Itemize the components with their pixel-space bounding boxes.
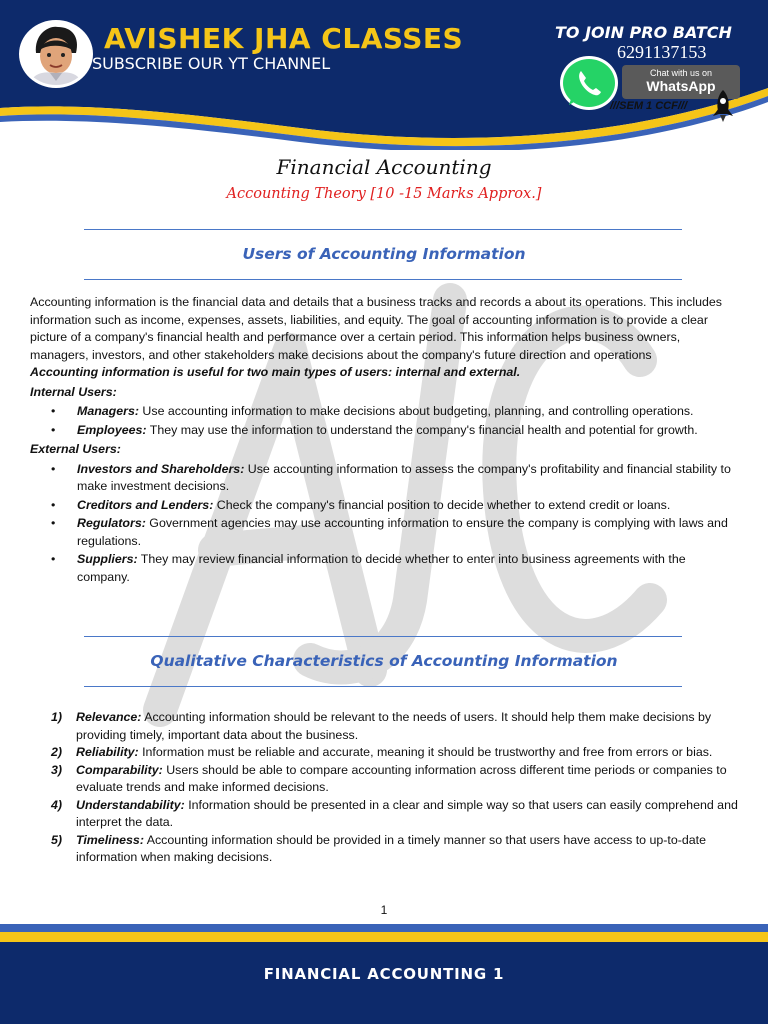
list-item-term: Relevance: <box>76 710 142 724</box>
list-item-term: Understandability: <box>76 797 185 812</box>
list-item: • Employees: They may use the information to understand the company's financial health and potential for growth. <box>51 422 698 437</box>
list-item-text: Information must be reliable and accurate, meaning it should be trustworthy and free from errors or bias. <box>138 745 713 759</box>
list-item-text: Information should be presented in a clear and simple way so that users can easily comprehend and interpret the data. <box>76 797 738 829</box>
divider-top <box>84 229 682 230</box>
list-item-number: 3) <box>51 762 63 777</box>
page-number: 1 <box>380 903 388 917</box>
brand-title: AVISHEK JHA CLASSES <box>104 22 464 55</box>
list-item-number: 2) <box>51 745 63 759</box>
divider-bottom <box>84 279 682 280</box>
list-item-term: Reliability: <box>76 745 139 759</box>
avatar <box>19 20 93 88</box>
list-item-term: Suppliers: <box>77 552 138 566</box>
phone-number[interactable]: 6291137153 <box>617 42 707 62</box>
qualitative-section-body <box>30 709 740 867</box>
list-item <box>30 832 740 867</box>
footer-title: FINANCIAL ACCOUNTING 1 <box>263 965 505 983</box>
divider-bottom <box>84 686 682 687</box>
brand-subtitle: SUBSCRIBE OUR YT CHANNEL <box>92 54 331 73</box>
rocket-icon <box>708 88 738 124</box>
list-item <box>30 744 740 762</box>
list-item-text: Check the company's financial position to decide whether to extend credit or loans. <box>213 497 671 512</box>
whatsapp-line2: WhatsApp <box>646 78 716 94</box>
section-heading-qualitative: Qualitative Characteristics of Accounting Information <box>150 652 618 670</box>
whatsapp-line1: Chat with us on <box>649 68 713 78</box>
list-item: • Investors and Shareholders: Use accounting information to assess the company's profitability and financial stability to make investment decisions. <box>51 461 731 493</box>
list-item: • Creditors and Lenders: Check the company's financial position to decide whether to extend credit or loans. <box>51 497 671 512</box>
list-item <box>30 797 740 832</box>
section-heading-users: Users of Accounting Information <box>242 245 526 263</box>
document-title: Financial Accounting <box>276 155 492 179</box>
list-item-text: They may review financial information to decide whether to enter into business agreements with the company. <box>77 552 686 584</box>
external-users-label: External Users: <box>30 442 121 456</box>
join-pro-batch-text: TO JOIN PRO BATCH <box>555 23 732 42</box>
list-item-text: Accounting information should be relevant to the needs of users. It should help them make decisions by providing timely, important data about the business. <box>76 710 712 742</box>
list-item: • Managers: Use accounting information to make decisions about budgeting, planning, and controlling operations. <box>51 404 694 418</box>
list-item-text: Use accounting information to make decisions about budgeting, planning, and controlling operations. <box>138 404 694 418</box>
list-item <box>30 762 740 797</box>
semester-tag: ///SEM 1 CCF/// <box>610 100 688 112</box>
emphasis-line: Accounting information is useful for two main types of users: internal and external. <box>30 365 521 379</box>
list-item-number: 1) <box>51 710 63 724</box>
list-item-text: They may use the information to understand the company's financial health and potential for growth. <box>146 422 698 437</box>
list-item-term: Managers: <box>77 404 139 418</box>
list-item-text: Government agencies may use accounting information to ensure the company is complying with laws and regulations. <box>77 516 728 548</box>
list-item-text: Accounting information should be provided in a timely manner so that users have access to up-to-date information when making decisions. <box>76 832 706 864</box>
list-item <box>30 709 740 744</box>
list-item-number: 5) <box>51 832 63 847</box>
list-item-text: Users should be able to compare accounting information across different time periods or companies to evaluate trends and make informed decisions. <box>76 762 727 794</box>
list-item-text: Use accounting information to assess the company's profitability and financial stability to make investment decisions. <box>77 461 731 493</box>
internal-users-label: Internal Users: <box>30 384 117 399</box>
list-item-term: Timeliness: <box>76 832 144 847</box>
intro-paragraph: Accounting information is the financial data and details that a business tracks and records a about its operations. This includes information such as income, expenses, assets, liabilities, and equity. The goal of accounting information is to provide a clear picture of a company's financial health and performance over a certain period. This information helps business owners, managers, investors, and other stakeholders make decisions about the company's future direction and operations <box>30 295 722 362</box>
list-item-term: Regulators: <box>77 516 146 530</box>
list-item-number: 4) <box>51 797 63 812</box>
list-item-term: Creditors and Lenders: <box>77 497 214 512</box>
divider-top <box>84 636 682 637</box>
external-users-list <box>30 461 740 587</box>
users-section-body <box>30 294 740 588</box>
document-subtitle: Accounting Theory [10 -15 Marks Approx.] <box>226 186 542 202</box>
page-header <box>0 0 768 150</box>
list-item-term: Comparability: <box>76 762 163 777</box>
list-item: • Suppliers: They may review financial information to decide whether to enter into business agreements with the company. <box>51 552 686 584</box>
list-item-term: Investors and Shareholders: <box>77 461 245 476</box>
list-item-term: Employees: <box>77 422 147 437</box>
qualitative-characteristics-list <box>30 709 740 867</box>
list-item: • Regulators: Government agencies may use accounting information to ensure the company is complying with laws and regulations. <box>51 516 728 548</box>
internal-users-list <box>30 403 740 439</box>
